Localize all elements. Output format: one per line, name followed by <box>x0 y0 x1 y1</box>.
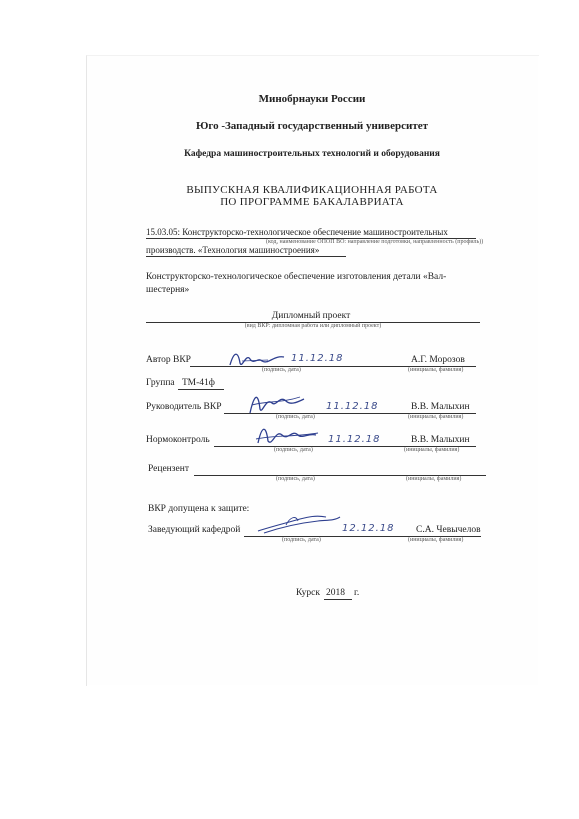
reviewer-label: Рецензент <box>148 464 189 474</box>
topic-line1: Конструкторско-технологическое обеспечение изготовления детали «Вал- <box>146 272 447 282</box>
head-signature-caption: (подпись, дата) <box>282 537 321 543</box>
document-title-line2: ПО ПРОГРАММЕ БАКАЛАВРИАТА <box>220 196 404 208</box>
author-signature-caption: (подпись, дата) <box>262 367 301 373</box>
work-type-caption: (вид ВКР: дипломная работа или дипломный проект) <box>244 323 382 329</box>
normcontrol-label: Нормоконтроль <box>146 435 210 445</box>
group-value: ТМ-41ф <box>182 378 215 388</box>
author-label: Автор ВКР <box>146 355 191 365</box>
topic-line2: шестерня» <box>146 285 190 295</box>
head-name: С.А. Чевычелов <box>416 525 481 535</box>
supervisor-name-caption: (инициалы, фамилия) <box>408 414 464 420</box>
supervisor-name: В.В. Малыхин <box>411 402 470 412</box>
author-name: А.Г. Морозов <box>411 355 465 365</box>
footer-year: 2018 <box>326 588 345 598</box>
author-date: 11.12.18 <box>291 353 344 364</box>
ministry-name: Минобрнауки России <box>258 93 366 105</box>
supervisor-label: Руководитель ВКР <box>146 402 222 412</box>
footer-year-underline <box>324 599 352 600</box>
head-signature-line <box>244 536 410 537</box>
department-name: Кафедра машиностроительных технологий и оборудования <box>184 149 440 159</box>
profile-underline <box>146 256 346 257</box>
supervisor-date: 11.12.18 <box>326 401 379 412</box>
program-profile-line: производств. «Технология машиностроения» <box>146 245 320 255</box>
work-type-value: Дипломный проект <box>271 311 351 321</box>
supervisor-signature-caption: (подпись, дата) <box>276 414 315 420</box>
footer-year-suffix: г. <box>354 588 360 598</box>
normcontrol-date: 11.12.18 <box>328 434 381 445</box>
program-code-line: 15.03.05: Конструкторско-технологическое обеспечение машиностроительных <box>146 227 448 237</box>
normcontrol-signature <box>254 423 320 449</box>
normcontrol-name: В.В. Малыхин <box>411 435 470 445</box>
group-underline <box>178 389 224 390</box>
admission-text: ВКР допущена к защите: <box>148 504 250 514</box>
normcontrol-signature-caption: (подпись, дата) <box>274 447 313 453</box>
reviewer-signature-caption: (подпись, дата) <box>276 476 315 482</box>
normcontrol-name-caption: (инициалы, фамилия) <box>404 447 460 453</box>
document-title-line1: ВЫПУСКНАЯ КВАЛИФИКАЦИОННАЯ РАБОТА <box>186 184 438 196</box>
head-date: 12.12.18 <box>342 523 395 534</box>
university-name: Юго -Западный государственный университет <box>195 120 429 132</box>
group-label: Группа <box>146 378 175 388</box>
program-caption: (код, наименование ОПОП ВО: направление подготовки, направленность (профиль)) <box>266 239 484 245</box>
document-page <box>86 55 538 685</box>
head-name-caption: (инициалы, фамилия) <box>408 537 464 543</box>
head-of-department-label: Заведующий кафедрой <box>148 525 241 535</box>
author-name-caption: (инициалы, фамилия) <box>408 367 464 373</box>
head-signature <box>256 511 342 535</box>
reviewer-name-caption: (инициалы, фамилия) <box>406 476 462 482</box>
footer-city: Курск <box>296 588 320 598</box>
